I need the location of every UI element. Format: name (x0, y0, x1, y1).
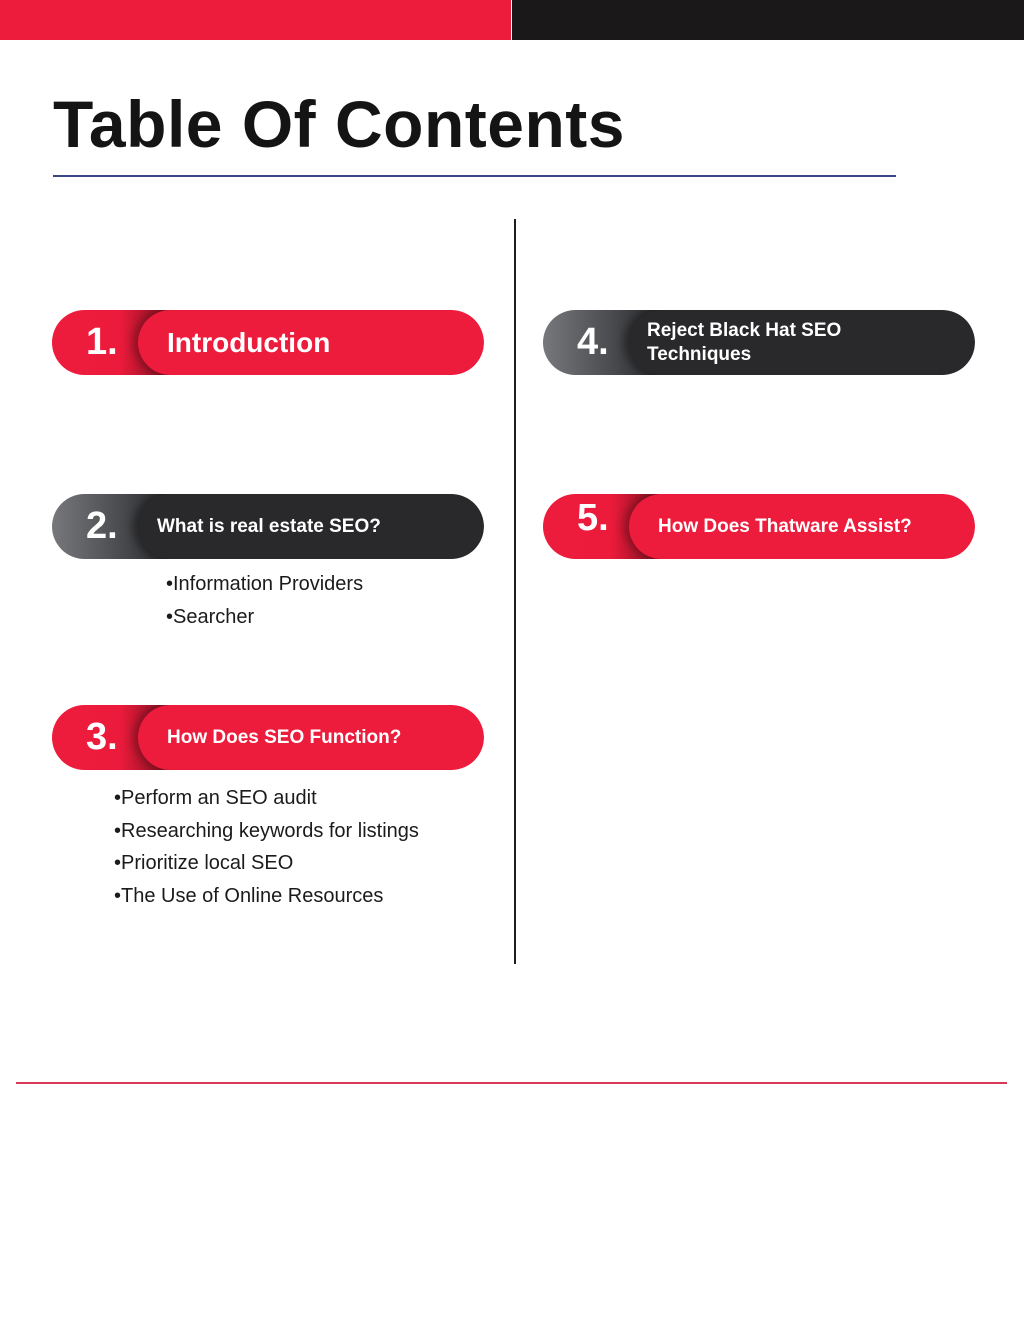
column-divider (514, 219, 516, 964)
list-item[interactable]: •Searcher (166, 605, 255, 628)
list-item[interactable]: •Perform an SEO audit (114, 787, 317, 809)
section-label (647, 310, 841, 375)
toc-item-reject-black-hat-seo[interactable] (543, 310, 975, 375)
title-underline (53, 175, 896, 177)
top-bar-dark (512, 0, 1024, 40)
footer-divider (16, 1082, 1007, 1084)
section-label: Introduction (167, 326, 331, 358)
section-number: 1. (86, 321, 118, 363)
section-label-area (138, 494, 484, 559)
toc-item-what-is-real-estate-seo[interactable] (52, 494, 484, 559)
list-item[interactable]: •The Use of Online Resources (114, 884, 384, 907)
section-label-line: Reject Black Hat SEO (647, 319, 842, 341)
toc-item-how-does-thatware-assist[interactable] (543, 494, 975, 559)
toc-item-introduction[interactable] (52, 310, 484, 375)
section-label-area (138, 310, 484, 375)
list-item[interactable]: •Researching keywords for listings (114, 819, 419, 842)
section-number: 3. (86, 716, 118, 758)
toc-item-how-does-seo-function[interactable] (52, 705, 484, 770)
section-label-line: Techniques (647, 343, 752, 365)
section-number: 2. (86, 505, 118, 547)
section-label: What is real estate SEO? (157, 515, 381, 537)
section-3-subitems (114, 782, 419, 912)
section-number: 5. (577, 497, 609, 539)
section-label-area (138, 705, 484, 770)
page-title: Table Of Contents (53, 87, 625, 161)
section-2-subitems (166, 568, 363, 633)
section-label-area (629, 310, 975, 375)
section-number: 4. (577, 321, 609, 363)
section-label-area (629, 494, 975, 559)
section-label: How Does Thatware Assist? (658, 515, 912, 537)
list-item[interactable]: •Information Providers (166, 573, 364, 595)
top-bar-red (0, 0, 511, 40)
section-label: How Does SEO Function? (167, 726, 402, 748)
list-item[interactable]: •Prioritize local SEO (114, 852, 294, 874)
